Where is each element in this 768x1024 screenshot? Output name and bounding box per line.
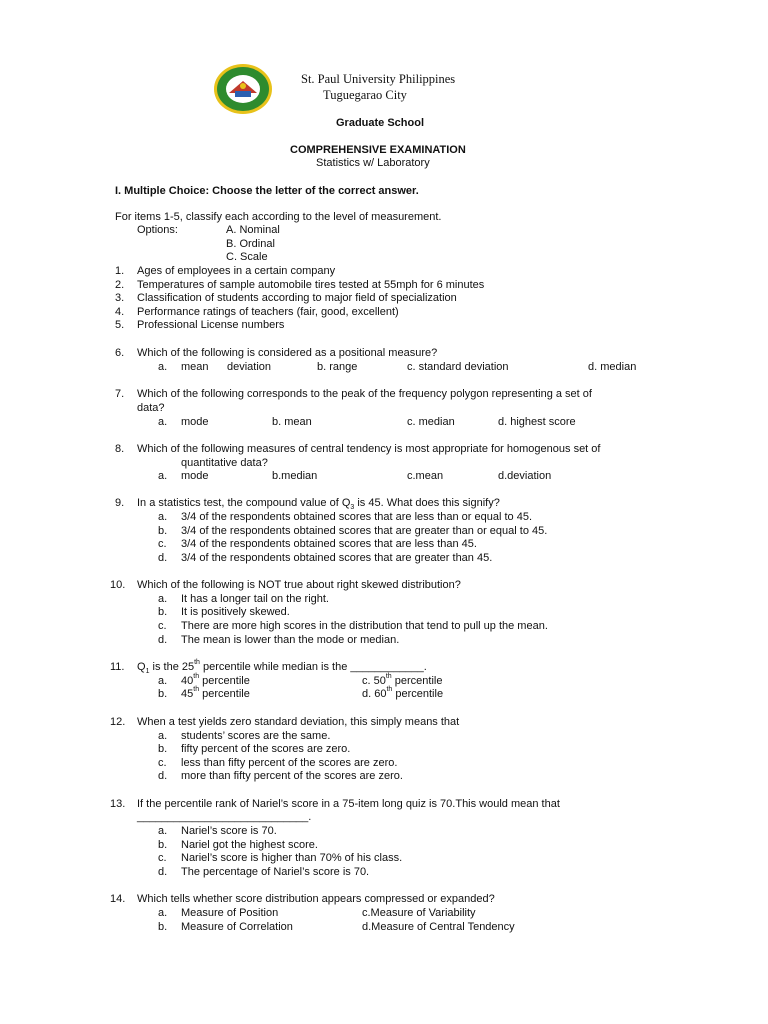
choice-letter: a.: [158, 730, 168, 742]
choice-letter: b.: [158, 743, 168, 755]
choice-text: 3/4 of the respondents obtained scores that are greater than 45.: [181, 552, 493, 564]
item-text: Classification of students according to major field of specialization: [137, 292, 457, 304]
choice-c: c.Measure of Variability: [362, 907, 476, 919]
choice-text: Nariel’s score is 70.: [181, 825, 277, 837]
choice-text: It is positively skewed.: [181, 606, 290, 618]
choice-letter: a.: [158, 511, 168, 523]
choice-letter: b.: [158, 688, 168, 700]
choice-letter: c.: [158, 538, 167, 550]
options-label: Options:: [137, 224, 178, 236]
option-c: C. Scale: [226, 251, 268, 263]
choice-letter: a.: [158, 907, 168, 919]
item-number: 4.: [115, 306, 125, 318]
item-number: 1.: [115, 265, 125, 277]
choice-letter: a.: [158, 361, 168, 373]
choice-text: 3/4 of the respondents obtained scores that are less than 45.: [181, 538, 477, 550]
choice-a: 40th percentile: [181, 673, 250, 687]
choice-b: 45th percentile: [181, 686, 250, 700]
question-text: $Q_1$ is the 25th percentile while median is the ____________.: [137, 659, 427, 676]
choice-c: c. median: [407, 416, 455, 428]
choice-text: Nariel’s score is higher than 70% of his class.: [181, 852, 403, 864]
choice-letter: c.: [158, 852, 167, 864]
choice-letter: a.: [158, 470, 168, 482]
question-text: Which of the following is considered as a positional measure?: [137, 347, 438, 359]
choice-a: mode: [181, 416, 209, 428]
choice-d: d.deviation: [498, 470, 552, 482]
question-number: 11.: [110, 661, 125, 673]
choice-a: mean: [181, 361, 209, 373]
option-b: B. Ordinal: [226, 238, 275, 250]
choice-a: mode: [181, 470, 209, 482]
choice-text: fifty percent of the scores are zero.: [181, 743, 351, 755]
choice-text: 3/4 of the respondents obtained scores that are greater than or equal to 45.: [181, 525, 548, 537]
university-seal-logo: [213, 63, 273, 115]
choice-text: The percentage of Nariel’s score is 70.: [181, 866, 370, 878]
choice-letter: a.: [158, 675, 168, 687]
choice-a: Measure of Position: [181, 907, 279, 919]
question-text: Which of the following is NOT true about right skewed distribution?: [137, 579, 461, 591]
choice-c: c. standard deviation: [407, 361, 509, 373]
choice-d: d.Measure of Central Tendency: [362, 921, 515, 933]
choice-text: It has a longer tail on the right.: [181, 593, 329, 605]
question-text: Which of the following measures of central tendency is most appropriate for homogenous set of: [137, 443, 601, 455]
choice-c: c.mean: [407, 470, 444, 482]
question-text: When a test yields zero standard deviation, this simply means that: [137, 716, 460, 728]
choice-text: There are more high scores in the distribution that tend to pull up the mean.: [181, 620, 548, 632]
question-number: 9.: [115, 497, 125, 509]
question-number: 13.: [110, 798, 126, 810]
answer-blank: ____________________________.: [137, 811, 312, 823]
choice-a-extra: deviation: [227, 361, 272, 373]
item-number: 2.: [115, 279, 125, 291]
option-a: A. Nominal: [226, 224, 280, 236]
item-number: 3.: [115, 292, 125, 304]
choice-text: Nariel got the highest score.: [181, 839, 318, 851]
question-number: 14.: [110, 893, 126, 905]
question-text-cont: data?: [137, 402, 165, 414]
choice-b: b.median: [272, 470, 318, 482]
university-city: Tuguegarao City: [323, 88, 407, 102]
question-number: 10.: [110, 579, 126, 591]
item-text: Performance ratings of teachers (fair, good, excellent): [137, 306, 399, 318]
choice-letter: a.: [158, 593, 168, 605]
school-name: Graduate School: [336, 117, 425, 129]
choice-text: less than fifty percent of the scores are zero.: [181, 757, 398, 769]
choice-b: Measure of Correlation: [181, 921, 293, 933]
choice-b: b. range: [317, 361, 358, 373]
choice-letter: a.: [158, 825, 168, 837]
item-number: 5.: [115, 319, 125, 331]
choice-letter: d.: [158, 634, 168, 646]
choice-text: more than fifty percent of the scores are zero.: [181, 770, 403, 782]
question-number: 12.: [110, 716, 126, 728]
choice-d: d. highest score: [498, 416, 576, 428]
choice-letter: b.: [158, 839, 168, 851]
question-number: 7.: [115, 388, 125, 400]
choice-letter: d.: [158, 866, 168, 878]
question-number: 6.: [115, 347, 125, 359]
choice-letter: b.: [158, 921, 168, 933]
item-text: Professional License numbers: [137, 319, 285, 331]
choice-letter: d.: [158, 770, 168, 782]
choice-letter: c.: [158, 620, 167, 632]
question-text: If the percentile rank of Nariel’s score in a 75-item long quiz is 70.This would mean that: [137, 798, 560, 810]
choice-c: c. 50th percentile: [362, 673, 443, 687]
choice-text: 3/4 of the respondents obtained scores that are less than or equal to 45.: [181, 511, 533, 523]
question-text: In a statistics test, the compound value of $Q_3$ is 45. What does this signify?: [137, 497, 500, 512]
choice-letter: c.: [158, 757, 167, 769]
choice-text: students’ scores are the same.: [181, 730, 331, 742]
question-text-cont: quantitative data?: [181, 457, 268, 469]
university-name: St. Paul University Philippines: [301, 72, 456, 86]
choice-letter: d.: [158, 552, 168, 564]
exam-subject: Statistics w/ Laboratory: [316, 157, 430, 169]
choice-letter: b.: [158, 525, 168, 537]
question-text: Which tells whether score distribution appears compressed or expanded?: [137, 893, 495, 905]
item-text: Temperatures of sample automobile tires tested at 55mph for 6 minutes: [137, 279, 485, 291]
choice-b: b. mean: [272, 416, 312, 428]
item-text: Ages of employees in a certain company: [137, 265, 336, 277]
choice-d: d. 60th percentile: [362, 686, 444, 700]
choice-letter: a.: [158, 416, 168, 428]
choice-letter: b.: [158, 606, 168, 618]
question-text: Which of the following corresponds to the peak of the frequency polygon representing a set of: [137, 388, 592, 400]
section-heading: I. Multiple Choice: Choose the letter of the correct answer.: [115, 185, 419, 197]
items-1-5-intro: For items 1-5, classify each according to the level of measurement.: [115, 211, 442, 223]
choice-d: d. median: [588, 361, 637, 373]
question-number: 8.: [115, 443, 125, 455]
exam-title: COMPREHENSIVE EXAMINATION: [290, 144, 466, 156]
choice-text: The mean is lower than the mode or median.: [181, 634, 400, 646]
